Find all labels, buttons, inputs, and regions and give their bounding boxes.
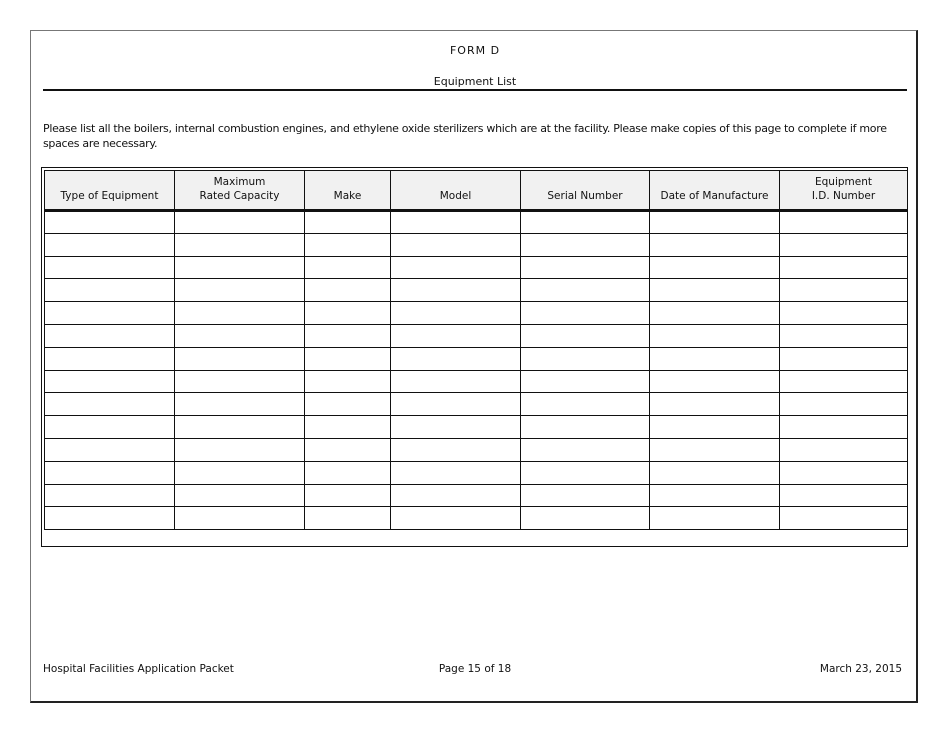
equipment-table-header xyxy=(45,171,908,211)
table-cell-equipment-id-number[interactable] xyxy=(780,347,908,370)
table-cell-maximum-rated-capacity[interactable] xyxy=(175,484,305,507)
column-header-label: Serial Number xyxy=(547,190,623,202)
table-row xyxy=(45,233,908,256)
column-header-label: Equipment xyxy=(815,176,872,188)
table-cell-type-of-equipment[interactable] xyxy=(45,279,175,302)
column-header-label: Maximum xyxy=(213,176,266,188)
table-cell-serial-number[interactable] xyxy=(521,279,650,302)
table-cell-type-of-equipment[interactable] xyxy=(45,302,175,325)
table-cell-serial-number[interactable] xyxy=(521,324,650,347)
table-cell-equipment-id-number[interactable] xyxy=(780,256,908,279)
table-cell-serial-number[interactable] xyxy=(521,438,650,461)
table-cell-maximum-rated-capacity[interactable] xyxy=(175,211,305,234)
table-cell-maximum-rated-capacity[interactable] xyxy=(175,233,305,256)
table-cell-type-of-equipment[interactable] xyxy=(45,370,175,393)
table-row xyxy=(45,484,908,507)
table-cell-serial-number[interactable] xyxy=(521,393,650,416)
table-cell-serial-number[interactable] xyxy=(521,347,650,370)
column-header-date-of-manufacture xyxy=(650,171,780,211)
table-cell-make[interactable] xyxy=(305,302,391,325)
table-cell-date-of-manufacture[interactable] xyxy=(650,302,780,325)
table-cell-equipment-id-number[interactable] xyxy=(780,438,908,461)
table-cell-date-of-manufacture[interactable] xyxy=(650,393,780,416)
table-cell-type-of-equipment[interactable] xyxy=(45,211,175,234)
title-divider xyxy=(43,89,907,91)
table-row xyxy=(45,370,908,393)
footer-date: March 23, 2015 xyxy=(819,663,902,675)
table-cell-model[interactable] xyxy=(391,233,521,256)
table-cell-make[interactable] xyxy=(305,484,391,507)
table-cell-equipment-id-number[interactable] xyxy=(780,370,908,393)
table-cell-serial-number[interactable] xyxy=(521,302,650,325)
table-cell-date-of-manufacture[interactable] xyxy=(650,256,780,279)
table-cell-make[interactable] xyxy=(305,507,391,530)
table-cell-make[interactable] xyxy=(305,370,391,393)
table-cell-serial-number[interactable] xyxy=(521,211,650,234)
table-cell-equipment-id-number[interactable] xyxy=(780,393,908,416)
table-row xyxy=(45,461,908,484)
footer-packet-name: Hospital Facilities Application Packet xyxy=(43,663,234,675)
table-row xyxy=(45,438,908,461)
table-cell-date-of-manufacture[interactable] xyxy=(650,484,780,507)
column-header-equipment-id-number xyxy=(780,171,908,211)
table-cell-serial-number[interactable] xyxy=(521,370,650,393)
table-cell-date-of-manufacture[interactable] xyxy=(650,438,780,461)
table-cell-maximum-rated-capacity[interactable] xyxy=(175,393,305,416)
table-cell-maximum-rated-capacity[interactable] xyxy=(175,324,305,347)
table-cell-date-of-manufacture[interactable] xyxy=(650,211,780,234)
column-header-label: Make xyxy=(333,190,362,202)
table-cell-equipment-id-number[interactable] xyxy=(780,324,908,347)
header-row xyxy=(45,171,908,211)
table-cell-equipment-id-number[interactable] xyxy=(780,279,908,302)
equipment-table-body xyxy=(45,211,908,530)
table-cell-model[interactable] xyxy=(391,211,521,234)
table-cell-type-of-equipment[interactable] xyxy=(45,484,175,507)
table-cell-date-of-manufacture[interactable] xyxy=(650,370,780,393)
table-cell-make[interactable] xyxy=(305,256,391,279)
table-cell-serial-number[interactable] xyxy=(521,507,650,530)
table-cell-model[interactable] xyxy=(391,324,521,347)
table-cell-type-of-equipment[interactable] xyxy=(45,233,175,256)
table-row xyxy=(45,324,908,347)
equipment-table xyxy=(44,170,908,530)
table-cell-type-of-equipment[interactable] xyxy=(45,507,175,530)
table-cell-model[interactable] xyxy=(391,347,521,370)
table-cell-model[interactable] xyxy=(391,370,521,393)
table-cell-maximum-rated-capacity[interactable] xyxy=(175,370,305,393)
column-header-make xyxy=(305,171,391,211)
table-cell-model[interactable] xyxy=(391,393,521,416)
column-header-label: Date of Manufacture xyxy=(660,190,769,202)
table-cell-model[interactable] xyxy=(391,302,521,325)
table-cell-make[interactable] xyxy=(305,416,391,439)
table-cell-model[interactable] xyxy=(391,416,521,439)
table-row xyxy=(45,279,908,302)
table-cell-date-of-manufacture[interactable] xyxy=(650,507,780,530)
table-cell-maximum-rated-capacity[interactable] xyxy=(175,416,305,439)
table-cell-model[interactable] xyxy=(391,507,521,530)
table-cell-equipment-id-number[interactable] xyxy=(780,302,908,325)
table-cell-equipment-id-number[interactable] xyxy=(780,233,908,256)
table-cell-make[interactable] xyxy=(305,347,391,370)
table-cell-make[interactable] xyxy=(305,438,391,461)
column-header-serial-number xyxy=(521,171,650,211)
column-header-type-of-equipment xyxy=(45,171,175,211)
table-cell-model[interactable] xyxy=(391,438,521,461)
table-cell-maximum-rated-capacity[interactable] xyxy=(175,302,305,325)
column-header-label: Rated Capacity xyxy=(199,190,280,202)
table-cell-maximum-rated-capacity[interactable] xyxy=(175,279,305,302)
table-cell-type-of-equipment[interactable] xyxy=(45,393,175,416)
table-cell-type-of-equipment[interactable] xyxy=(45,438,175,461)
table-row xyxy=(45,211,908,234)
table-cell-type-of-equipment[interactable] xyxy=(45,256,175,279)
table-cell-date-of-manufacture[interactable] xyxy=(650,416,780,439)
table-cell-type-of-equipment[interactable] xyxy=(45,416,175,439)
column-header-label: Type of Equipment xyxy=(60,190,159,202)
table-row xyxy=(45,416,908,439)
table-cell-model[interactable] xyxy=(391,484,521,507)
table-cell-serial-number[interactable] xyxy=(521,233,650,256)
form-title: FORM D xyxy=(449,44,501,57)
table-cell-equipment-id-number[interactable] xyxy=(780,484,908,507)
column-header-maximum-rated-capacity xyxy=(175,171,305,211)
table-cell-equipment-id-number[interactable] xyxy=(780,507,908,530)
table-cell-maximum-rated-capacity[interactable] xyxy=(175,256,305,279)
table-cell-serial-number[interactable] xyxy=(521,461,650,484)
column-header-label: Model xyxy=(439,190,472,202)
table-cell-date-of-manufacture[interactable] xyxy=(650,461,780,484)
table-cell-maximum-rated-capacity[interactable] xyxy=(175,507,305,530)
table-cell-maximum-rated-capacity[interactable] xyxy=(175,461,305,484)
table-row xyxy=(45,393,908,416)
table-row xyxy=(45,302,908,325)
table-cell-make[interactable] xyxy=(305,211,391,234)
table-cell-model[interactable] xyxy=(391,461,521,484)
table-cell-make[interactable] xyxy=(305,324,391,347)
table-cell-maximum-rated-capacity[interactable] xyxy=(175,438,305,461)
table-cell-date-of-manufacture[interactable] xyxy=(650,279,780,302)
table-cell-serial-number[interactable] xyxy=(521,484,650,507)
table-cell-serial-number[interactable] xyxy=(521,256,650,279)
column-header-label: I.D. Number xyxy=(811,190,876,202)
column-header-model xyxy=(391,171,521,211)
table-cell-model[interactable] xyxy=(391,256,521,279)
table-cell-type-of-equipment[interactable] xyxy=(45,324,175,347)
table-cell-make[interactable] xyxy=(305,393,391,416)
table-cell-equipment-id-number[interactable] xyxy=(780,416,908,439)
table-cell-make[interactable] xyxy=(305,461,391,484)
table-row xyxy=(45,256,908,279)
table-row xyxy=(45,347,908,370)
table-cell-type-of-equipment[interactable] xyxy=(45,461,175,484)
table-cell-maximum-rated-capacity[interactable] xyxy=(175,347,305,370)
footer-page-number: Page 15 of 18 xyxy=(438,663,512,675)
table-cell-equipment-id-number[interactable] xyxy=(780,461,908,484)
table-cell-model[interactable] xyxy=(391,279,521,302)
table-row xyxy=(45,507,908,530)
table-cell-date-of-manufacture[interactable] xyxy=(650,347,780,370)
table-cell-date-of-manufacture[interactable] xyxy=(650,324,780,347)
instructions-text: Please list all the boilers, internal combustion engines, and ethylene oxide sterilizers which are at the facility. Please make copies of this page to complete if more spaces are necessary. xyxy=(43,122,887,150)
table-cell-date-of-manufacture[interactable] xyxy=(650,233,780,256)
table-cell-type-of-equipment[interactable] xyxy=(45,347,175,370)
equipment-table-frame xyxy=(41,167,908,547)
table-cell-serial-number[interactable] xyxy=(521,416,650,439)
table-cell-make[interactable] xyxy=(305,279,391,302)
table-cell-equipment-id-number[interactable] xyxy=(780,211,908,234)
table-cell-make[interactable] xyxy=(305,233,391,256)
form-subtitle: Equipment List xyxy=(433,75,517,88)
